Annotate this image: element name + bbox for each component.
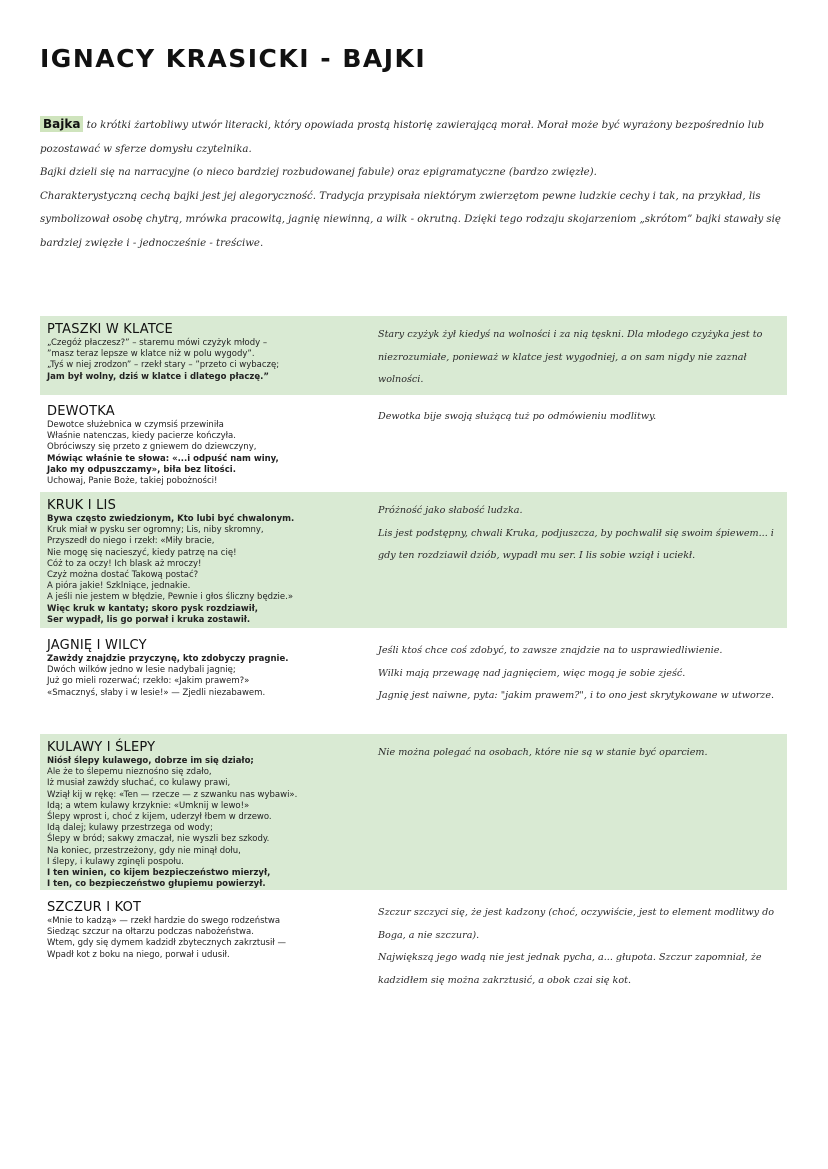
verse-line: Ślepy w bród; sakwy zmaczał, nie wyszli bez szkody.	[47, 834, 270, 845]
verse-line: «Mnie to kadzą» — rzekł hardzie do swego rodzeństwa	[47, 916, 281, 926]
note-paragraph: Próżność jako słabość ludzka.	[378, 505, 523, 516]
note-paragraph: Jeśli ktoś chce coś zdobyć, to zawsze znajdzie na to usprawiedliwienie.	[378, 645, 723, 656]
intro-paragraph-1-text: to krótki żartobliwy utwór literacki, który opowiada prostą historię zawierającą morał. Morał może być wyrażony bezpośrednio lub pozostawać w sferze domysłu czytelnika.	[40, 120, 765, 155]
verse-line: Zawżdy znajdzie przyczynę, kto zdobyczy pragnie.	[47, 654, 289, 664]
verse-line: Właśnie natenczas, kiedy pacierze kończyła.	[47, 431, 236, 442]
fable-notes-cell	[360, 894, 787, 994]
verse-line: Obróciwszy się przeto z gniewem do dziewczyny,	[47, 442, 257, 453]
fable-title: JAGNIĘ I WILCY	[47, 638, 147, 653]
verse-line: Dwóch wilków jedno w lesie nadybali jagnię;	[47, 665, 236, 676]
verse-line: Idą dalej; kulawy przestrzega od wody;	[47, 823, 213, 834]
fable-verse	[47, 514, 360, 626]
fable-text-cell	[40, 894, 360, 994]
verse-line: Ser wypadł, lis go porwał i kruka zostawił.	[47, 614, 251, 625]
highlighted-term: Bajka	[40, 116, 83, 132]
verse-line: Bywa często zwiedzionym, Kto lubi być chwalonym.	[47, 514, 295, 524]
intro-paragraph-2: Bajki dzieli się na narracyjne (o nieco bardziej rozbudowanej fabule) oraz epigramatyczne (bardzo zwięzłe).	[40, 167, 597, 178]
note-paragraph: Dewotka bije swoją służącą tuż po odmówieniu modlitwy.	[378, 411, 657, 422]
verse-line: Siedząc szczur na ołtarzu podczas nabożeństwa.	[47, 927, 254, 938]
verse-line: Jako my odpuszczamy», biła bez litości.	[47, 464, 236, 475]
verse-line: Nie mogę się nacieszyć, kiedy patrzę na cię!	[47, 547, 237, 558]
fable-notes-cell	[360, 316, 787, 395]
verse-line: Na koniec, przestrzeżony, gdy nie minął dołu,	[47, 845, 241, 856]
note-paragraph: Wilki mają przewagę nad jagnięciem, więc mogą je sobie zjeść.	[378, 667, 686, 679]
fable-verse	[47, 756, 360, 890]
fable-notes-cell	[360, 734, 787, 890]
page-title: IGNACY KRASICKI - BAJKI	[40, 44, 427, 73]
intro-section	[40, 113, 800, 255]
intro-paragraph-1	[40, 113, 800, 161]
note-paragraph: Stary czyżyk żył kiedyś na wolności i za nią tęskni. Dla młodego czyżyka jest to niezrozumiałe, ponieważ w klatce jest wygodniej, a on sam nigdy nie zaznał wolności.	[378, 329, 763, 385]
fable-notes-cell	[360, 492, 787, 628]
verse-line: Niósł ślepy kulawego, dobrze im się działo;	[47, 756, 254, 766]
verse-line: I ślepy, i kulawy zginęli pospołu.	[47, 856, 184, 867]
verse-line: ”masz teraz lepsze w klatce niż w polu wygody”.	[47, 349, 255, 360]
verse-line: Wtem, gdy się dymem kadzidł zbytecznych zakrztusił —	[47, 938, 286, 949]
fable-text-cell	[40, 398, 360, 488]
verse-line: Cóż to za oczy! Ich blask aż mroczy!	[47, 558, 202, 569]
fable-verse	[47, 654, 360, 699]
verse-line: „Czegóż płaczesz?” – staremu mówi czyżyk młody –	[47, 338, 268, 348]
verse-line: Już go mieli rozerwać; rzekło: «Jakim prawem?»	[47, 676, 250, 687]
note-paragraph: Największą jego wadą nie jest jednak pycha, a... głupota. Szczur zapomniał, że kadzidłem się można zakrztusić, a obok czai się kot.	[378, 952, 762, 986]
fable-row-ptaszki-w-klatce	[40, 316, 787, 395]
fable-row-dewotka	[40, 398, 787, 488]
fable-verse	[47, 916, 360, 961]
note-paragraph: Lis jest podstępny, chwali Kruka, podjuszcza, by pochwalił się swoim śpiewem... i gdy ten rozdziawił dziób, wypadł mu ser. I lis sobie wziął i uciekł.	[378, 527, 774, 561]
fable-title: KRUK I LIS	[47, 498, 117, 513]
fable-verse	[47, 338, 360, 383]
verse-line: Uchowaj, Panie Boże, takiej pobożności!	[47, 476, 218, 487]
fable-title: DEWOTKA	[47, 404, 115, 419]
verse-line: Idą; a wtem kulawy krzyknie: «Umknij w lewo!»	[47, 800, 250, 811]
fable-text-cell	[40, 316, 360, 395]
verse-line: „Tyś w niej zrodzon” – rzekł stary – ”przeto ci wybaczę;	[47, 360, 280, 371]
fable-text-cell	[40, 734, 360, 890]
verse-line: A jeśli nie jestem w błędzie, Pewnie i głos śliczny będzie.»	[47, 592, 294, 603]
fable-verse	[47, 420, 360, 487]
verse-line: Jam był wolny, dziś w klatce i dlatego płaczę.”	[47, 371, 269, 382]
verse-line: I ten, co bezpieczeństwo głupiemu powierzył.	[47, 879, 266, 890]
fable-text-cell	[40, 492, 360, 628]
verse-line: Kruk miał w pysku ser ogromny; Lis, niby skromny,	[47, 525, 264, 536]
fable-row-szczur-i-kot	[40, 894, 787, 994]
verse-line: Więc kruk w kantaty; skoro pysk rozdziawił,	[47, 603, 258, 614]
fable-notes-cell	[360, 398, 787, 488]
verse-line: «Smacznyś, słaby i w lesie!» — Zjedli niezabawem.	[47, 687, 266, 698]
fable-row-jagnie-i-wilcy	[40, 632, 787, 728]
fable-row-kruk-i-lis	[40, 492, 787, 628]
fable-notes-cell	[360, 632, 787, 728]
verse-line: Iż musiał zawżdy słuchać, co kulawy prawi,	[47, 778, 231, 789]
verse-line: Ale że to ślepemu nieznośno się zdało,	[47, 767, 212, 778]
verse-line: I ten winien, co kijem bezpieczeństwo mierzył,	[47, 868, 271, 879]
verse-line: Mówiąc właśnie te słowa: «...i odpuść nam winy,	[47, 453, 279, 464]
verse-line: Ślepy wprost i, choć z kijem, uderzył łbem w drzewo.	[47, 812, 272, 823]
fable-title: PTASZKI W KLATCE	[47, 322, 173, 337]
verse-line: Wziął kij w rękę: «Ten — rzecze — z szwanku nas wybawi».	[47, 789, 298, 800]
fable-row-kulawy-i-slepy	[40, 734, 787, 890]
intro-paragraph-3: Charakterystyczną cechą bajki jest jej alegoryczność. Tradycja przypisała niektórym zwierzętom pewne ludzkie cechy i tak, na przykład, lis symbolizował osobę chytrą, mrówka pracowitą, jagnię niewinną, a wilk - okrutną. Dzięki tego rodzaju skojarzeniom „skrótom” bajki stawały się bardziej zwięzłe i - jednocześnie - treściwe.	[40, 190, 781, 249]
fable-title: KULAWY I ŚLEPY	[47, 740, 156, 755]
verse-line: Dewotce służebnica w czymsiś przewiniła	[47, 420, 224, 430]
fable-title: SZCZUR I KOT	[47, 900, 142, 915]
note-paragraph: Nie można polegać na osobach, które nie są w stanie być oparciem.	[378, 747, 708, 758]
note-paragraph: Szczur szczyci się, że jest kadzony (choć, oczywiście, jest to element modlitwy do Boga, a nie szczura).	[378, 907, 775, 941]
verse-line: Czyż można dostać Takową postać?	[47, 570, 199, 581]
verse-line: A pióra jakie! Szklniące, jednakie.	[47, 581, 191, 592]
note-paragraph: Jagnię jest naiwne, pyta: "jakim prawem?", i to ono jest skrytykowane w utworze.	[378, 690, 775, 701]
verse-line: Przyszedł do niego i rzekł: «Miły bracie,	[47, 536, 215, 547]
fable-text-cell	[40, 632, 360, 728]
verse-line: Wpadł kot z boku na niego, porwał i udusił.	[47, 949, 230, 960]
